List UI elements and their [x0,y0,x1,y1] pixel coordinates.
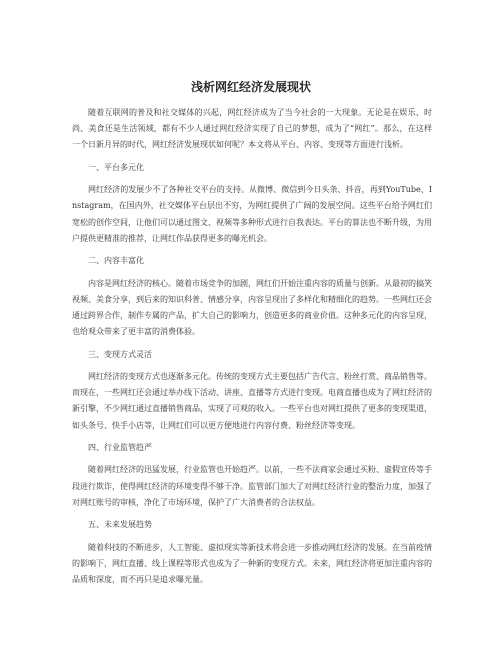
section-heading-platform: 一、平台多元化 [88,162,144,172]
paragraph-monetization: 网红经济的变现方式也逐渐多元化。传统的变现方式主要包括广告代言、粉丝打赏、商品销售等。而现在，一些网红还会通过举办线下活动、讲座、直播等方式进行变现。电商直播也成为了网红经济的新引擎，不少网红通过直播销售商品，实现了可观的收入。一些平台也对网红提供了更多的变现渠道，如头条号、快手小店等，让网红们可以更方便地进行内容付费、粉丝经济等变现。 [72,371,432,430]
document-body [72,105,432,594]
paragraph-content: 内容是网红经济的核心。随着市场竞争的加剧，网红们开始注重内容的质量与创新。从最初的搞笑视频、美食分享，到后来的知识科普、情感分享，内容呈现出了多样化和精细化的趋势。一些网红还会通过跨界合作，制作专属的产品，扩大自己的影响力，创造更多的商业价值。这种多元化的内容呈现，也给观众带来了更丰富的消费体验。 [72,278,432,337]
section-heading-regulation: 四、行业监管趋严 [88,442,152,452]
document-title: 浅析网红经济发展现状 [190,80,311,94]
section-heading-content: 二、内容丰富化 [88,256,144,266]
paragraph-intro: 随着互联网的普及和社交媒体的兴起，网红经济成为了当今社会的一大现象。无论是在娱乐、时尚、美食还是生活领域，都有不少人通过网红经济实现了自己的梦想，成为了“网红”。那么，在这样一个日新月异的时代，网红经济发展现状如何呢？本文将从平台、内容、变现等方面进行浅析。 [72,108,432,150]
section-heading-future: 五、未来发展趋势 [88,520,152,530]
section-heading-monetization: 三、变现方式灵活 [88,349,152,359]
paragraph-future: 随着科技的不断进步，人工智能、虚拟现实等新技术将会进一步推动网红经济的发展。在当前疫情的影响下，网红直播、线上课程等形式也成为了一种新的变现方式。未来，网红经济将更加注重内容的品质和深度，而不再只是追求曝光量。 [72,542,432,584]
paragraph-regulation: 随着网红经济的迅猛发展，行业监管也开始趋严。以前，一些不法商家会通过买粉、虚假宣传等手段进行欺诈，使得网红经济的环境变得不够干净。监管部门加大了对网红经济行业的整治力度，加强了对网红账号的审核，净化了市场环境，保护了广大消费者的合法权益。 [72,465,432,507]
paragraph-platform: 网红经济的发展少不了各种社交平台的支持。从微博、微信到今日头条、抖音，再到YouTube、Instagram，在国内外，社交媒体平台层出不穷，为网红提供了广阔的发展空间。这些平台给予网红们宽松的创作空间，让他们可以通过图文、视频等多种形式进行自我表达。平台的算法也不断升级，为用户提供更精准的推荐，让网红作品获得更多的曝光机会。 [72,185,432,243]
